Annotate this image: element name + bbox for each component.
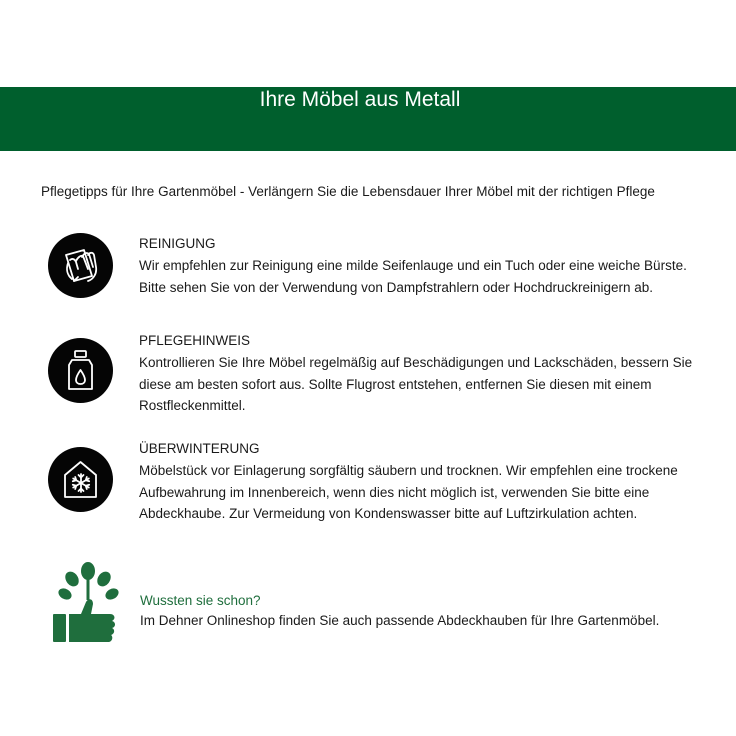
section-heading: PFLEGEHINWEIS <box>139 333 251 348</box>
title-banner <box>0 87 736 151</box>
section-body <box>139 255 709 298</box>
section-line: diese am besten sofort aus. Sollte Flugrost entstehen, entfernen Sie diesen mit einem <box>139 376 652 392</box>
section-heading: ÜBERWINTERUNG <box>139 441 260 456</box>
section-line: Rostfleckenmittel. <box>139 398 246 413</box>
section-text <box>139 439 709 525</box>
section-line: Kontrollieren Sie Ihre Möbel regelmäßig auf Beschädigungen und Lackschäden, bessern Sie <box>139 355 693 370</box>
section-line: Wir empfehlen zur Reinigung eine milde Seifenlauge und ein Tuch oder eine weiche Bürste. <box>139 258 687 273</box>
thumbs-up-leaves-icon <box>44 562 134 646</box>
cleaning-cloth-hand-icon <box>48 233 113 298</box>
tip-heading: Wussten sie schon? <box>140 593 261 608</box>
section-line: Abdeckhaube. Zur Vermeidung von Kondenswasser bitte auf Luftzirkulation achten. <box>139 506 638 521</box>
section-body <box>139 352 709 417</box>
section-line: Bitte sehen Sie von der Verwendung von Dampfstrahlern oder Hochdruckreinigern ab. <box>139 279 654 295</box>
section-heading: REINIGUNG <box>139 236 216 251</box>
intro-text: Pflegetipps für Ihre Gartenmöbel - Verlängern Sie die Lebensdauer Ihrer Möbel mit der richtigen Pflege <box>41 184 655 199</box>
house-snowflake-icon <box>48 447 113 512</box>
tip-text: Im Dehner Onlineshop finden Sie auch passende Abdeckhauben für Ihre Gartenmöbel. <box>140 613 660 628</box>
section-line: Aufbewahrung im Innenbereich, wenn dies nicht möglich ist, verwenden Sie bitte eine <box>139 484 650 500</box>
section-body <box>139 460 709 525</box>
section-text <box>139 331 709 417</box>
care-bottle-drop-icon <box>48 338 113 403</box>
section-line: Möbelstück vor Einlagerung sorgfältig säubern und trocknen. Wir empfehlen eine trockene <box>139 463 678 478</box>
section-text <box>139 234 709 298</box>
page-title: Ihre Möbel aus Metall <box>259 88 461 111</box>
